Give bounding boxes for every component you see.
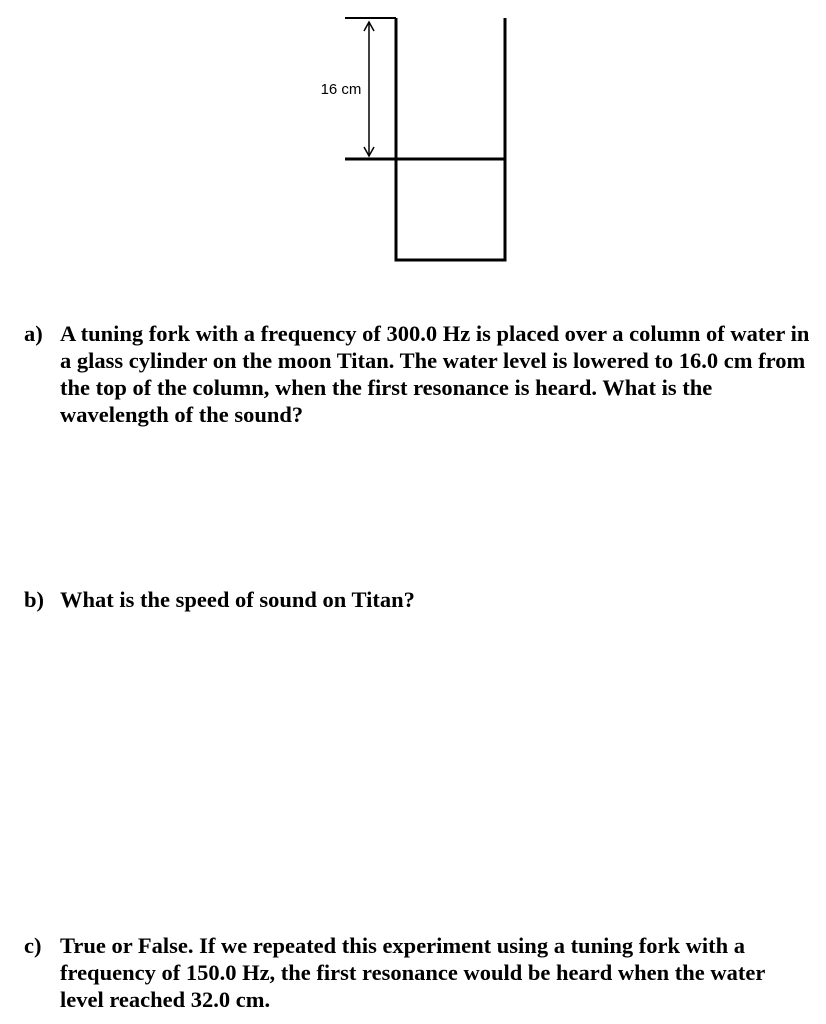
question-b-text: What is the speed of sound on Titan? bbox=[60, 587, 415, 612]
question-a-text: A tuning fork with a frequency of 300.0 Hz is placed over a column of water in a glass cylinder on the moon Titan. The water level is lowered to 16.0 cm from the top of the column, when the first resonance is heard. What is the wavelength of the sound? bbox=[60, 321, 810, 427]
question-c-text: True or False. If we repeated this experiment using a tuning fork with a frequency of 150.0 Hz, the first resonance would be heard when the water level reached 32.0 cm. bbox=[60, 933, 765, 1012]
question-b bbox=[24, 586, 814, 613]
question-a-letter: a) bbox=[24, 321, 43, 346]
question-a bbox=[24, 320, 814, 428]
question-c-letter: c) bbox=[24, 933, 42, 958]
question-b-letter: b) bbox=[24, 587, 45, 612]
question-c bbox=[24, 932, 814, 1013]
resonance-tube-diagram bbox=[0, 0, 826, 280]
measurement-label: 16 cm bbox=[320, 81, 362, 98]
